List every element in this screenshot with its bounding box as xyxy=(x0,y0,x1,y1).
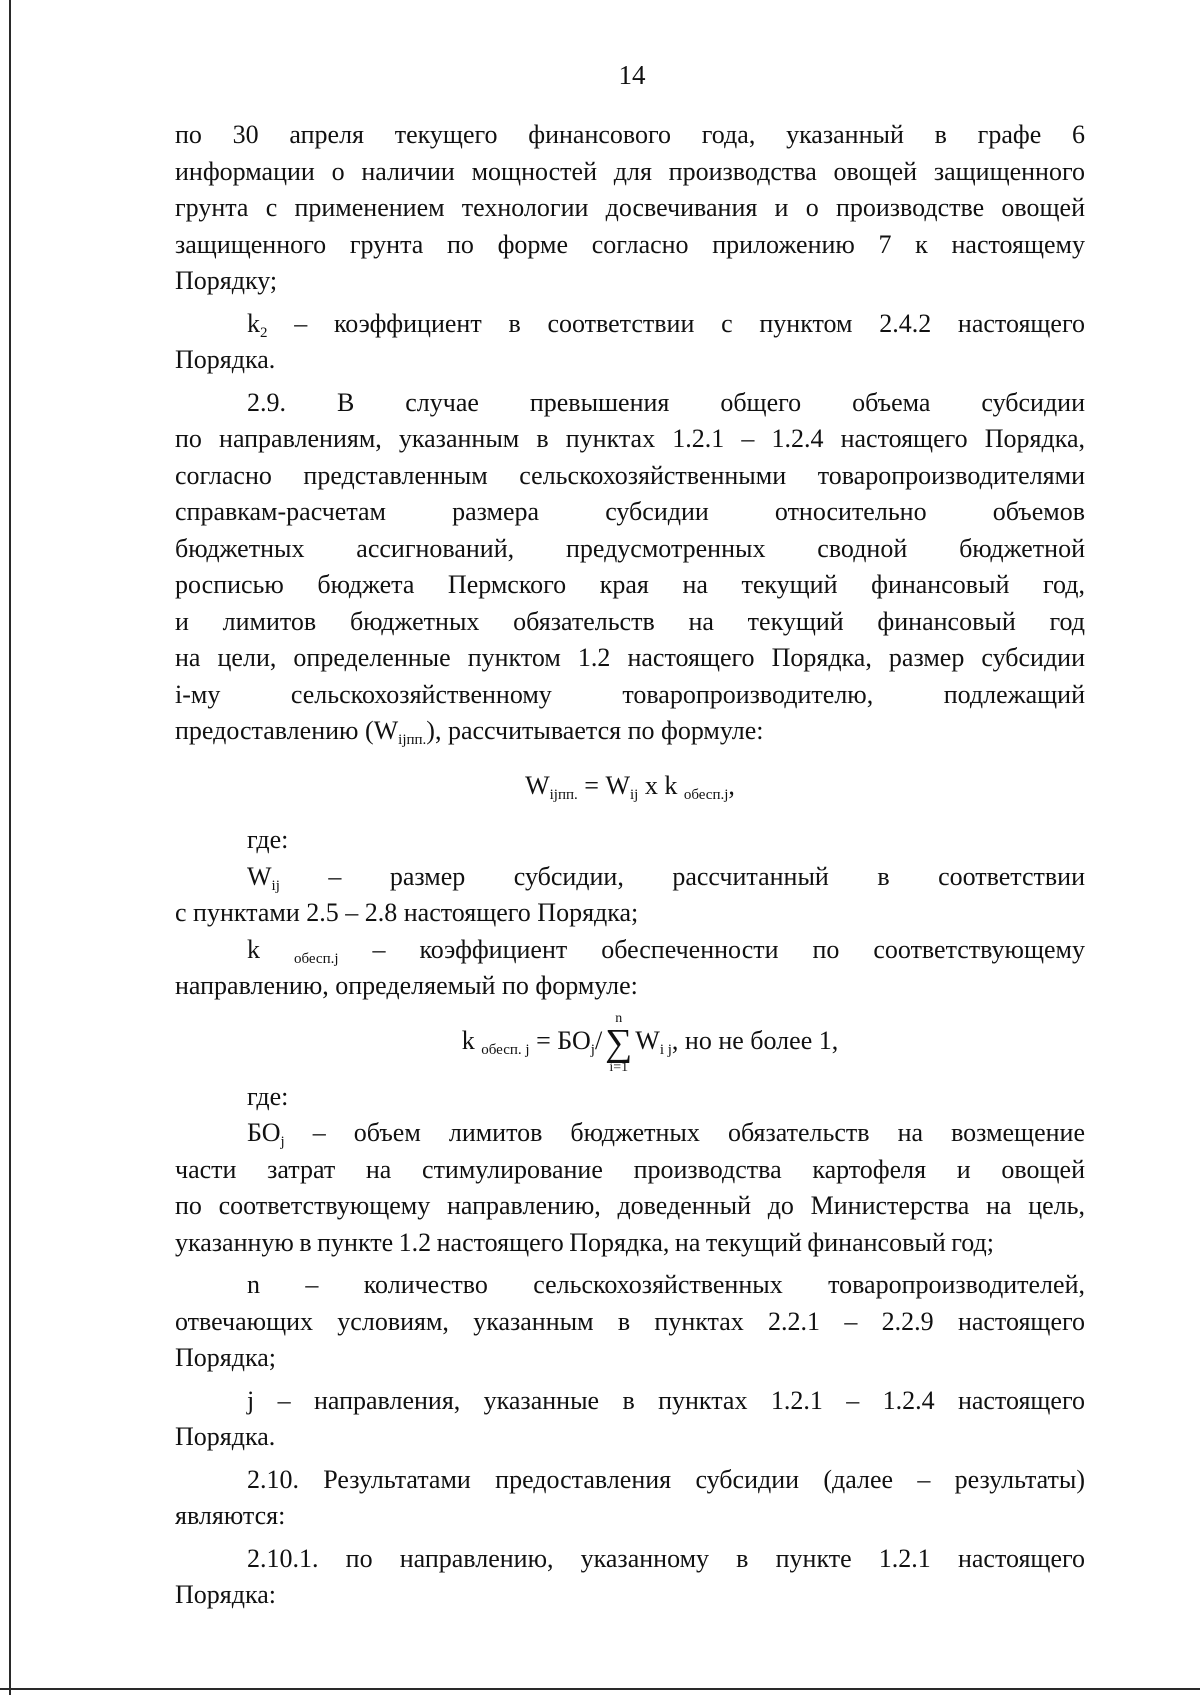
page-number: 14 xyxy=(618,60,646,90)
k2-definition: $k_2$ – коэффициент в соответствии с пунктом 2.4.2 настоящего xyxy=(247,308,1085,341)
p29-line-2: по направлениям, указанным в пунктах 1.2.1 – 1.2.4 настоящего Порядка, xyxy=(175,424,1085,453)
kobesp-definition-end: направлению, определяемый по формуле: xyxy=(175,971,638,1000)
wij-definition-end: с пунктами 2.5 – 2.8 настоящего Порядка; xyxy=(175,898,639,927)
p29-line-8: на цели, определенные пунктом 1.2 настоящего Порядка, размер субсидии xyxy=(175,643,1085,672)
k2-definition-end: Порядка. xyxy=(175,345,276,374)
p1-line-3: грунта с применением технологии досвечивания и о производстве овощей xyxy=(175,193,1085,222)
scan-border-left xyxy=(9,0,11,1695)
n-definition: n – количество сельскохозяйственных товаропроизводителей, xyxy=(247,1270,1085,1299)
wij-definition: $W_{ij}$ – размер субсидии, рассчитанный в соответствии xyxy=(247,861,1085,894)
p1-line-5: Порядку; xyxy=(175,266,278,295)
p210-line-2: являются: xyxy=(175,1501,286,1530)
p1-line-2: информации о наличии мощностей для производства овощей защищенного xyxy=(175,156,1085,186)
p1-line-1: по 30 апреля текущего финансового года, указанный в графе 6 xyxy=(175,120,1085,149)
p29-line-5: бюджетных ассигнований, предусмотренных сводной бюджетной xyxy=(175,533,1085,563)
bo-definition-line-2: части затрат на стимулирование производства картофеля и овощей xyxy=(175,1154,1085,1184)
p210-line-1: 2.10. Результатами предоставления субсидии (далее – результаты) xyxy=(247,1464,1085,1494)
p2101-line-1: 2.10.1. по направлению, указанному в пункте 1.2.1 настоящего xyxy=(247,1543,1085,1573)
summation-sign: n ∑ i=1 xyxy=(605,1010,633,1075)
formula-k-obesp: k $_{обесп. j} = БО_j/n$ ∑ $i=1W_{i j}$, но не более 1, xyxy=(461,1010,839,1075)
j-definition: j – направления, указанные в пунктах 1.2.1 – 1.2.4 настоящего xyxy=(247,1385,1085,1415)
p1-line-4: защищенного грунта по форме согласно приложению 7 к настоящему xyxy=(175,229,1085,259)
j-definition-end: Порядка. xyxy=(175,1422,276,1451)
kobesp-definition: k $_{обесп.j}$ – коэффициент обеспеченности по соответствующему xyxy=(247,934,1085,967)
where-label-2: где: xyxy=(247,1081,289,1111)
p2101-line-2: Порядка: xyxy=(175,1580,276,1609)
where-label-1: где: xyxy=(247,825,289,854)
p29-line-9: i-му сельскохозяйственному товаропроизводителю, подлежащий xyxy=(175,679,1085,709)
scan-border-bottom xyxy=(0,1688,1200,1690)
p29-line-4: справкам-расчетам размера субсидии относительно объемов xyxy=(175,497,1085,526)
bo-definition-end: указанную в пункте 1.2 настоящего Порядка, на текущий финансовый год; xyxy=(175,1227,994,1257)
bo-definition-line-3: по соответствующему направлению, доведенный до Министерства на цель, xyxy=(175,1191,1085,1220)
p29-line-6: росписью бюджета Пермского края на текущий финансовый год, xyxy=(175,570,1085,599)
p29-line-1: 2.9. В случае превышения общего объема субсидии xyxy=(247,387,1085,417)
n-definition-end: Порядка; xyxy=(175,1343,276,1372)
p29-line-10: предоставлению $(W_{ijпп.})$, рассчитывается по формуле: xyxy=(175,716,764,748)
p29-line-3: согласно представленным сельскохозяйственными товаропроизводителями xyxy=(175,460,1085,490)
p29-line-7: и лимитов бюджетных обязательств на текущий финансовый год xyxy=(175,606,1085,636)
document-body xyxy=(175,117,1085,1614)
bo-definition: $БО_j$ – объем лимитов бюджетных обязательств на возмещение xyxy=(247,1118,1085,1150)
formula-w-ijpp: $W_{ijпп.} = W_{ij}$ x k $_{обесп.j}$, xyxy=(525,770,735,803)
n-definition-line-2: отвечающих условиям, указанным в пунктах 2.2.1 – 2.2.9 настоящего xyxy=(175,1306,1085,1336)
